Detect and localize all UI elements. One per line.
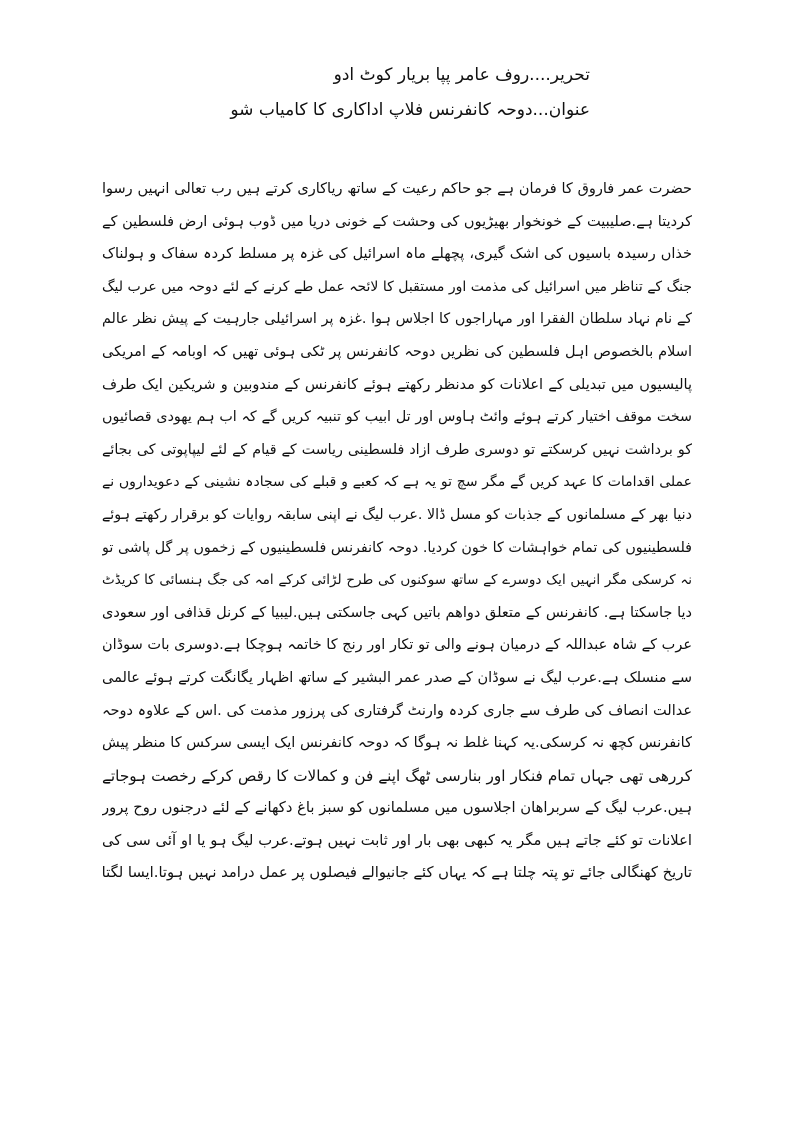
- body-line: کے نام نہاد سلطان الفقرا اور مہاراجوں کا اجلاس ہوا .غزہ پر اسرائیلی جارہیت کے پیش نظر عالم: [102, 311, 692, 328]
- body-line: جنگ کے تناظر میں اسرائیل کی مذمت اور مستقبل کا لائحہ عمل طے کرنے کے لئے دوحہ میں عرب لیگ: [102, 278, 692, 295]
- body-line: سے منسلک ہے.عرب لیگ نے سوڈان کے صدر عمر البشیر کے ساتھ اظہار یگانگت کرتے ہوئے عالمی: [102, 669, 692, 686]
- body-line: عرب کے شاہ عبداللہ کے درمیان ہونے والی تو تکار اور رنج کا خاتمہ ہوچکا ہے.دوسری بات سوڈان: [102, 637, 692, 654]
- body-line: اعلانات تو کئے جاتے ہیں مگر یہ کبھی بھی بار اور ثابت نہیں ہوتے.عرب لیگ ہو یا او آئی سی کی: [102, 831, 692, 849]
- body-line: خذاں رسیدہ باسیوں کی اشک گیری، پچھلے ماہ اسرائیل کی غزہ پر مسلط کردہ سفاک و ہولناک: [102, 246, 692, 263]
- body-line: نہ کرسکی مگر انہیں ایک دوسرے کے ساتھ سوکنوں کی طرح لڑائی کرکے امہ کی جگ ہنسائی کا کریڈٹ: [102, 572, 692, 589]
- article-body: [102, 173, 692, 890]
- body-line: دیا جاسکتا ہے. کانفرنس کے متعلق دواھم باتیں کہی جاسکتی ہیں.لیبیا کے کرنل قذافی اور سعودی: [102, 604, 692, 621]
- body-line: کررھی تھی جہاں تمام فنکار اور بنارسی ٹھگ اپنے فن و کمالات کا رقص کرکے رخصت ہوجاتے: [102, 766, 692, 785]
- body-line: کو برداشت نہیں کرسکتے تو دوسری طرف ازاد فلسطینی ریاست کے قیام کے لئے لیپاپوتی کی بجائے: [102, 441, 692, 458]
- article-header: [150, 58, 590, 128]
- body-line: فلسطینیوں کی تمام خواہشات کا خون کردیا. دوحہ کانفرنس فلسطینیوں کے زخموں پر گل پاشی تو: [102, 539, 692, 556]
- body-line: تاریخ کھنگالی جائے تو پتہ چلتا ہے کہ یہاں کئے جانیوالے فیصلوں پر عمل درامد نہیں ہوتا.ایسا لگتا: [102, 864, 692, 882]
- body-line: پالیسیوں میں تبدیلی کے اعلانات کو مدنظر رکھتے ہوئے کانفرنس کے مندوبین و شریکین ایک طرف: [102, 376, 692, 393]
- body-line: کانفرنس کچھ نہ کرسکی.یہ کہنا غلط نہ ہوگا کہ دوحہ کانفرنس ایک ایسی سرکس کا منظر پیش: [102, 735, 692, 752]
- body-line: ہیں.عرب لیگ کے سربراھان اجلاسوں میں مسلمانوں کو سبز باغ دکھانے کے لئے درجنوں روح پرور: [102, 799, 692, 817]
- author-line: تحریر....روف عامر پپا بریار کوٹ ادو: [333, 65, 590, 85]
- body-line: دنیا بھر کے مسلمانوں کے جذبات کو مسل ڈالا .عرب لیگ نے اپنی سابقہ روایات کو برقرار رکھتے ہوئے: [102, 506, 692, 523]
- body-line: سخت موقف اختیار کرتے ہوئے وائٹ ہاوس اور تل ابیب کو تنبیہ کریں گے کہ اب ہم یھودی قصائیوں: [102, 409, 692, 426]
- body-line: اسلام بالخصوص اہل فلسطین کی نظریں دوحہ کانفرنس پر ٹکی ہوئی تھیں کہ اوبامہ کے امریکی: [102, 343, 692, 360]
- body-line: کردیتا ہے.صلیبیت کے خونخوار بھیڑیوں کی وحشت کے خونی دریا میں ڈوب ہوئی ارض فلسطین کے: [102, 213, 692, 230]
- body-line: حضرت عمر فاروق کا فرمان ہے جو حاکم رعیت کے ساتھ ریاکاری کرتے ہیں رب تعالی انہیں رسوا: [102, 181, 692, 197]
- body-line: عدالت انصاف کی طرف سے جاری کردہ وارنٹ گرفتاری کی پرزور مذمت کی .اس کے علاوہ دوحہ: [102, 702, 692, 719]
- body-line: عملی اقدامات کا عہد کریں گے مگر سچ تو یہ ہے کہ کعبے و قبلے کی سجادہ نشینی کے دعویداروں نے: [102, 474, 692, 491]
- title-line: عنوان...دوحہ کانفرنس فلاپ اداکاری کا کامیاب شو: [230, 100, 590, 120]
